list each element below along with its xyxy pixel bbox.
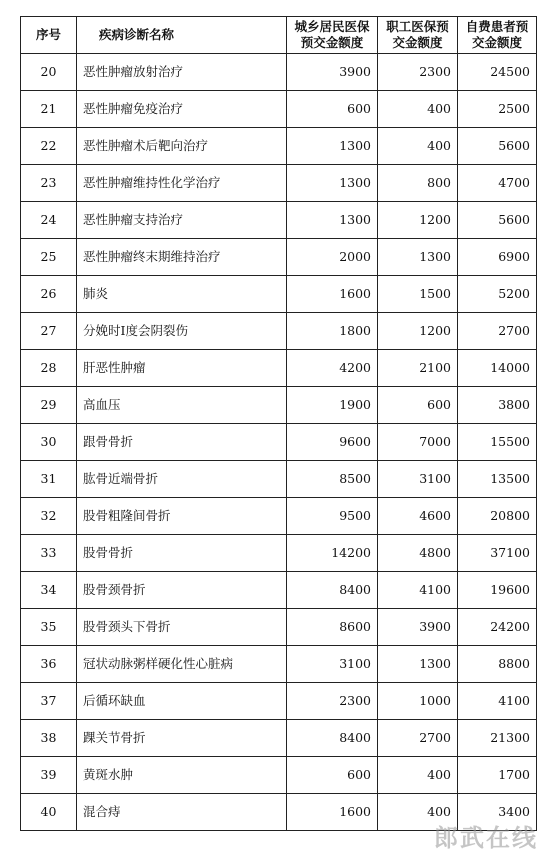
row-employee-amount: 1200	[378, 202, 458, 239]
row-employee-amount: 1500	[378, 276, 458, 313]
table-row	[21, 128, 537, 165]
table-row	[21, 424, 537, 461]
row-urban-rural-amount: 9600	[287, 424, 378, 461]
row-urban-rural-amount: 600	[287, 91, 378, 128]
table-row	[21, 313, 537, 350]
row-no: 40	[21, 794, 77, 831]
row-disease-name: 股骨粗隆间骨折	[77, 498, 287, 535]
row-disease-name: 恶性肿瘤维持性化学治疗	[77, 165, 287, 202]
row-employee-amount: 2700	[378, 720, 458, 757]
row-self-pay-amount: 15500	[458, 424, 537, 461]
row-employee-amount: 1000	[378, 683, 458, 720]
row-no: 20	[21, 54, 77, 91]
row-disease-name: 恶性肿瘤终末期维持治疗	[77, 239, 287, 276]
row-urban-rural-amount: 4200	[287, 350, 378, 387]
row-urban-rural-amount: 8400	[287, 720, 378, 757]
row-employee-amount: 3900	[378, 609, 458, 646]
row-self-pay-amount: 5600	[458, 202, 537, 239]
table-row	[21, 276, 537, 313]
table-row	[21, 350, 537, 387]
row-self-pay-amount: 1700	[458, 757, 537, 794]
row-self-pay-amount: 5200	[458, 276, 537, 313]
row-urban-rural-amount: 3100	[287, 646, 378, 683]
row-employee-amount: 800	[378, 165, 458, 202]
row-urban-rural-amount: 2000	[287, 239, 378, 276]
row-no: 34	[21, 572, 77, 609]
row-no: 21	[21, 91, 77, 128]
row-urban-rural-amount: 1300	[287, 165, 378, 202]
row-employee-amount: 4100	[378, 572, 458, 609]
row-employee-amount: 3100	[378, 461, 458, 498]
row-disease-name: 股骨颈骨折	[77, 572, 287, 609]
row-self-pay-amount: 3800	[458, 387, 537, 424]
row-urban-rural-amount: 600	[287, 757, 378, 794]
row-disease-name: 黄斑水肿	[77, 757, 287, 794]
row-employee-amount: 400	[378, 794, 458, 831]
row-disease-name: 肱骨近端骨折	[77, 461, 287, 498]
row-self-pay-amount: 3400	[458, 794, 537, 831]
row-self-pay-amount: 2700	[458, 313, 537, 350]
row-no: 23	[21, 165, 77, 202]
row-urban-rural-amount: 1800	[287, 313, 378, 350]
row-disease-name: 肝恶性肿瘤	[77, 350, 287, 387]
row-no: 35	[21, 609, 77, 646]
row-self-pay-amount: 19600	[458, 572, 537, 609]
row-disease-name: 后循环缺血	[77, 683, 287, 720]
row-self-pay-amount: 8800	[458, 646, 537, 683]
table-header	[21, 17, 537, 54]
row-self-pay-amount: 2500	[458, 91, 537, 128]
row-disease-name: 恶性肿瘤术后靶向治疗	[77, 128, 287, 165]
row-self-pay-amount: 5600	[458, 128, 537, 165]
row-no: 32	[21, 498, 77, 535]
row-disease-name: 肺炎	[77, 276, 287, 313]
row-no: 25	[21, 239, 77, 276]
row-disease-name: 混合痔	[77, 794, 287, 831]
row-employee-amount: 600	[378, 387, 458, 424]
row-urban-rural-amount: 3900	[287, 54, 378, 91]
row-employee-amount: 4800	[378, 535, 458, 572]
row-self-pay-amount: 13500	[458, 461, 537, 498]
row-employee-amount: 400	[378, 757, 458, 794]
row-no: 38	[21, 720, 77, 757]
table-row	[21, 535, 537, 572]
row-disease-name: 恶性肿瘤支持治疗	[77, 202, 287, 239]
row-disease-name: 高血压	[77, 387, 287, 424]
row-no: 36	[21, 646, 77, 683]
row-no: 37	[21, 683, 77, 720]
row-self-pay-amount: 24200	[458, 609, 537, 646]
row-no: 29	[21, 387, 77, 424]
header-employee-insurance: 职工医保预交金额度	[378, 17, 458, 54]
header-self-pay: 自费患者预交金额度	[458, 17, 537, 54]
row-self-pay-amount: 20800	[458, 498, 537, 535]
row-employee-amount: 1200	[378, 313, 458, 350]
header-no: 序号	[21, 17, 77, 54]
row-employee-amount: 400	[378, 91, 458, 128]
table-row	[21, 683, 537, 720]
row-urban-rural-amount: 8400	[287, 572, 378, 609]
row-urban-rural-amount: 8600	[287, 609, 378, 646]
table-row	[21, 202, 537, 239]
table-row	[21, 91, 537, 128]
row-employee-amount: 2300	[378, 54, 458, 91]
row-self-pay-amount: 14000	[458, 350, 537, 387]
row-no: 24	[21, 202, 77, 239]
row-disease-name: 股骨颈头下骨折	[77, 609, 287, 646]
prepayment-table	[20, 16, 537, 831]
row-no: 28	[21, 350, 77, 387]
watermark-text: 郎武在线	[434, 824, 538, 852]
table-row	[21, 757, 537, 794]
header-disease-name: 疾病诊断名称	[77, 17, 287, 54]
row-disease-name: 冠状动脉粥样硬化性心脏病	[77, 646, 287, 683]
row-employee-amount: 2100	[378, 350, 458, 387]
table-row	[21, 720, 537, 757]
row-urban-rural-amount: 2300	[287, 683, 378, 720]
row-disease-name: 恶性肿瘤免疫治疗	[77, 91, 287, 128]
header-row	[21, 17, 537, 54]
row-urban-rural-amount: 1900	[287, 387, 378, 424]
row-no: 31	[21, 461, 77, 498]
row-urban-rural-amount: 1300	[287, 202, 378, 239]
header-urban-rural-insurance: 城乡居民医保预交金额度	[287, 17, 378, 54]
row-disease-name: 恶性肿瘤放射治疗	[77, 54, 287, 91]
table-row	[21, 461, 537, 498]
row-urban-rural-amount: 1600	[287, 794, 378, 831]
table-row	[21, 387, 537, 424]
table-row	[21, 646, 537, 683]
row-no: 33	[21, 535, 77, 572]
row-self-pay-amount: 6900	[458, 239, 537, 276]
table-row	[21, 572, 537, 609]
table-row	[21, 54, 537, 91]
row-employee-amount: 400	[378, 128, 458, 165]
row-self-pay-amount: 4700	[458, 165, 537, 202]
row-no: 22	[21, 128, 77, 165]
row-disease-name: 踝关节骨折	[77, 720, 287, 757]
table-row	[21, 165, 537, 202]
row-no: 39	[21, 757, 77, 794]
row-employee-amount: 7000	[378, 424, 458, 461]
row-urban-rural-amount: 1600	[287, 276, 378, 313]
row-disease-name: 跟骨骨折	[77, 424, 287, 461]
table-row	[21, 498, 537, 535]
row-self-pay-amount: 4100	[458, 683, 537, 720]
row-no: 27	[21, 313, 77, 350]
row-no: 26	[21, 276, 77, 313]
row-disease-name: 股骨骨折	[77, 535, 287, 572]
row-urban-rural-amount: 9500	[287, 498, 378, 535]
row-urban-rural-amount: 8500	[287, 461, 378, 498]
table-row	[21, 239, 537, 276]
row-self-pay-amount: 37100	[458, 535, 537, 572]
table-row	[21, 609, 537, 646]
row-employee-amount: 1300	[378, 239, 458, 276]
row-employee-amount: 1300	[378, 646, 458, 683]
row-no: 30	[21, 424, 77, 461]
row-self-pay-amount: 24500	[458, 54, 537, 91]
row-disease-name: 分娩时Ⅰ度会阴裂伤	[77, 313, 287, 350]
row-urban-rural-amount: 14200	[287, 535, 378, 572]
row-urban-rural-amount: 1300	[287, 128, 378, 165]
table-body	[21, 54, 537, 831]
row-employee-amount: 4600	[378, 498, 458, 535]
row-self-pay-amount: 21300	[458, 720, 537, 757]
